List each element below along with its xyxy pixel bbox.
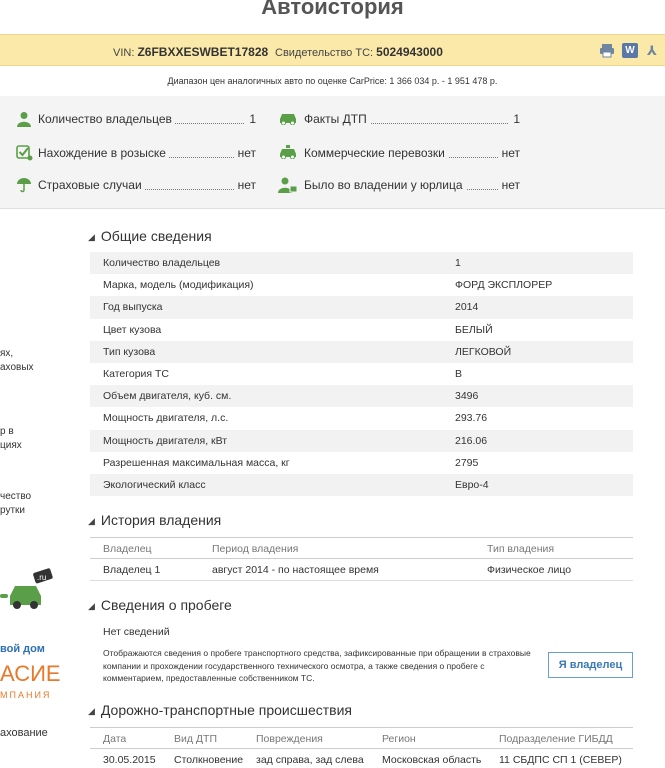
summary-label: Факты ДТП	[304, 112, 370, 126]
column-header: Повреждения	[256, 733, 323, 745]
section-title: Сведения о пробеге	[100, 597, 232, 613]
cell-value: БЕЛЫЙ	[455, 323, 493, 336]
ownership-section-header[interactable]	[88, 512, 221, 528]
sidebar-fragment: чество	[0, 491, 32, 502]
i-am-owner-button[interactable]: Я владелец	[548, 652, 633, 678]
page-title: Автоистория	[261, 0, 404, 19]
table-row	[90, 319, 633, 341]
summary-legal-entity	[278, 177, 520, 193]
summary-accidents	[278, 111, 520, 127]
table-row	[90, 474, 633, 496]
sidebar-fragment: вой дом	[0, 643, 45, 655]
cell-key: Мощность двигателя, л.с.	[103, 412, 229, 425]
cell: Столкновение	[174, 754, 244, 766]
cell-key: Разрешенная максимальная масса, кг	[103, 456, 290, 469]
user-icon	[16, 111, 34, 127]
sidebar-fragment: ахование	[0, 727, 48, 739]
summary-value: нет	[234, 178, 256, 192]
column-header: Владелец	[103, 543, 152, 555]
cell-key: Экологический класс	[90, 474, 443, 496]
car-ad-icon[interactable]	[0, 568, 60, 612]
cell-key: Марка, модель (модификация)	[103, 279, 254, 292]
summary-panel	[0, 96, 665, 209]
summary-wanted	[16, 145, 256, 161]
check-icon	[16, 145, 34, 161]
certificate-value: 5024943000	[376, 45, 443, 59]
sidebar-fragment: циях	[0, 440, 22, 451]
cell-key: Количество владельцев	[90, 252, 443, 274]
general-info-table	[90, 252, 633, 496]
collapse-triangle-icon: ◢	[88, 516, 95, 526]
column-header: Период владения	[212, 543, 299, 555]
vin-label: VIN:	[113, 47, 135, 59]
ad-domain-tag: .ru	[37, 573, 47, 582]
sidebar-fragment: АСИЕ	[0, 661, 61, 686]
sidebar-fragment: р в	[0, 426, 14, 437]
summary-label: Было во владении у юрлица	[304, 178, 466, 192]
table-row	[90, 385, 633, 407]
section-title: Общие сведения	[100, 228, 212, 244]
table-row	[90, 274, 633, 296]
cell-value: B	[455, 368, 463, 381]
print-icon[interactable]	[599, 43, 615, 58]
cell-value: 2014	[443, 296, 633, 318]
table-row	[90, 341, 633, 363]
cell-key: Год выпуска	[90, 296, 443, 318]
sidebar-fragment: МПАНИЯ	[0, 690, 52, 700]
cell-key: Цвет кузова	[103, 323, 162, 336]
summary-value: 1	[245, 112, 256, 126]
summary-owners	[16, 111, 256, 127]
section-title: История владения	[100, 512, 222, 528]
cell-key: Объем двигателя, куб. см.	[90, 385, 443, 407]
sidebar-fragment: ях,	[0, 348, 14, 359]
cell-value: 2795	[455, 456, 479, 469]
summary-label: Нахождение в розыске	[38, 146, 169, 160]
cell-value: 216.06	[443, 430, 633, 452]
mileage-section-header[interactable]	[88, 597, 232, 613]
accidents-section-header[interactable]	[88, 702, 352, 718]
pdf-export-icon[interactable]: ⅄	[647, 43, 657, 58]
column-header: Подразделение ГИБДД	[499, 733, 613, 745]
certificate-block	[275, 45, 443, 59]
cell: август 2014 - по настоящее время	[212, 564, 379, 576]
cell: Владелец 1	[103, 564, 161, 576]
column-header: Дата	[103, 733, 127, 745]
car-icon	[278, 111, 296, 127]
summary-label: Коммерческие перевозки	[304, 146, 448, 160]
cell-key: Тип кузова	[90, 341, 443, 363]
mileage-note: Отображаются сведения о пробеге транспортного средства, зафиксированные при обращении в страховые компании и прохождении государственного технического осмотра, а также сведения о пробеге с комментарием, предоставленные собственником ТС.	[103, 648, 531, 683]
cell-value: ЛЕГКОВОЙ	[443, 341, 633, 363]
mileage-none: Нет сведений	[103, 626, 170, 638]
table-row	[90, 452, 633, 474]
summary-value: нет	[498, 178, 520, 192]
summary-label: Страховые случаи	[38, 178, 145, 192]
table-row	[90, 430, 633, 452]
general-section-header[interactable]	[88, 228, 212, 244]
table-row	[90, 296, 633, 318]
cell-value: 3496	[443, 385, 633, 407]
summary-value: 1	[509, 112, 520, 126]
word-export-icon[interactable]: W	[622, 43, 638, 58]
vin-block	[113, 45, 268, 59]
summary-commercial	[278, 145, 520, 161]
vin-bar	[0, 34, 665, 66]
legal-entity-icon	[278, 177, 296, 193]
sidebar-fragment: рутки	[0, 505, 25, 516]
cell-key: Мощность двигателя, кВт	[90, 430, 443, 452]
cell: Московская область	[382, 754, 482, 766]
cell: зад справа, зад слева	[256, 754, 364, 766]
ownership-table-header	[90, 537, 633, 559]
column-header: Вид ДТП	[174, 733, 217, 745]
cell-value: 1	[443, 252, 633, 274]
sidebar-fragment: аховых	[0, 362, 34, 373]
cell: Физическое лицо	[487, 564, 572, 576]
column-header: Регион	[382, 733, 416, 745]
price-range: Диапазон цен аналогичных авто по оценке CarPrice: 1 366 034 р. - 1 951 478 р.	[167, 76, 498, 86]
cell-value: Евро-4	[443, 474, 633, 496]
accidents-table-header	[90, 727, 633, 749]
cell: 30.05.2015	[103, 754, 156, 766]
summary-value: нет	[234, 146, 256, 160]
summary-insurance	[16, 177, 256, 193]
cell: 11 СБДПС СП 1 (СЕВЕР)	[499, 754, 622, 766]
column-header: Тип владения	[487, 543, 555, 555]
table-row	[90, 363, 633, 385]
summary-label: Количество владельцев	[38, 112, 175, 126]
cell-key: Категория ТС	[103, 368, 169, 381]
taxi-icon	[278, 145, 296, 161]
collapse-triangle-icon: ◢	[88, 601, 95, 611]
summary-value: нет	[498, 146, 520, 160]
vin-value: Z6FBXXESWBET17828	[137, 45, 269, 59]
cell-value: 293.76	[455, 412, 488, 425]
collapse-triangle-icon: ◢	[88, 706, 95, 716]
umbrella-icon	[16, 177, 34, 193]
collapse-triangle-icon: ◢	[88, 232, 95, 242]
section-title: Дорожно-транспортные происшествия	[100, 702, 352, 718]
table-row	[90, 749, 633, 768]
table-row	[90, 559, 633, 581]
table-row	[90, 252, 633, 274]
certificate-label: Свидетельство ТС:	[275, 47, 374, 59]
cell-value: ФОРД ЭКСПЛОРЕР	[455, 279, 553, 292]
table-row	[90, 407, 633, 429]
